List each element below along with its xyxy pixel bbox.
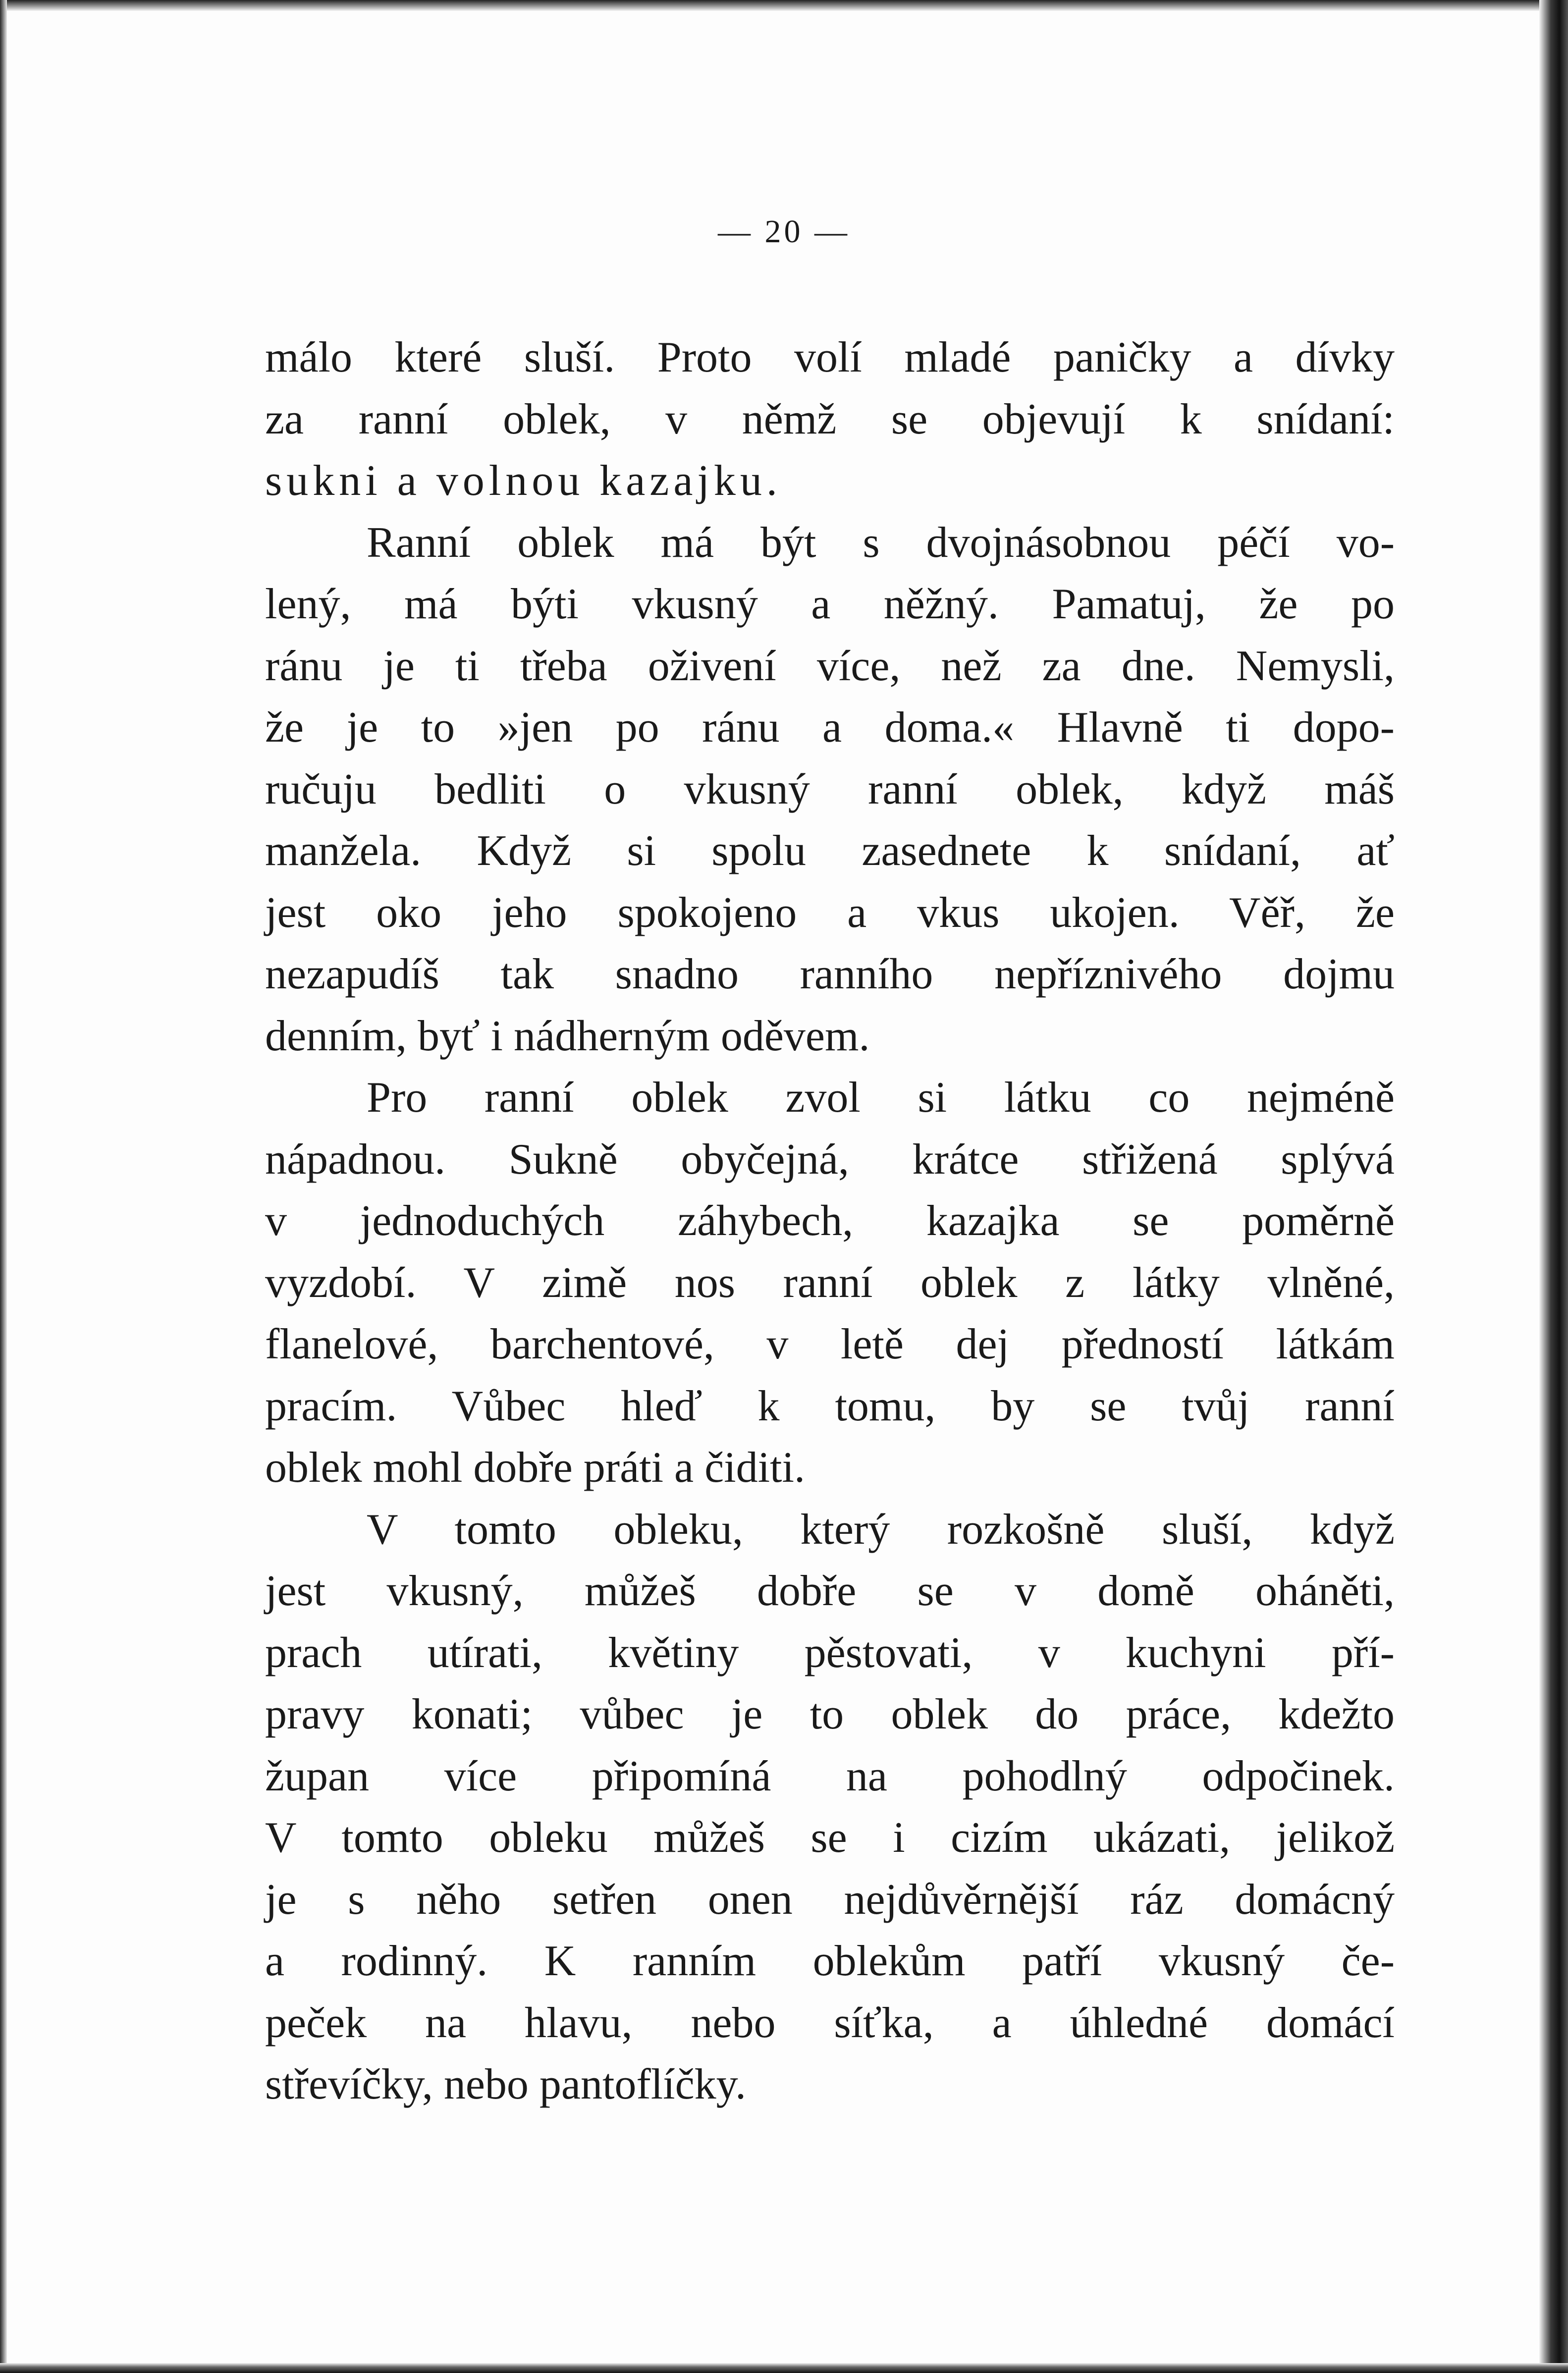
text-line: V tomto obleku můžeš se i cizím ukázati, jelikož xyxy=(265,1814,1395,1862)
text-line: denním, byť i nádherným oděvem. xyxy=(265,1012,870,1060)
scan-border-bottom xyxy=(0,2363,1568,2373)
text-line: lený, má býti vkusný a něžný. Pamatuj, že po xyxy=(265,580,1395,628)
text-line: sukni a volnou kazajku. xyxy=(265,457,782,505)
text-line: peček na hlavu, nebo síťka, a úhledné domácí xyxy=(265,1998,1395,2047)
paragraph-4 xyxy=(265,1499,1395,2116)
text-line: ránu je ti třeba oživení více, než za dne. Nemysli, xyxy=(265,642,1395,690)
text-line: flanelové, barchentové, v letě dej předností látkám xyxy=(265,1320,1395,1368)
text-line: za ranní oblek, v němž se objevují k snídaní: xyxy=(265,395,1395,443)
page-number: — 20 — xyxy=(718,214,850,250)
text-line: Pro ranní oblek zvol si látku co nejméně xyxy=(367,1074,1395,1122)
body-text xyxy=(265,327,1395,2116)
text-line: nezapudíš tak snadno ranního nepříznivého dojmu xyxy=(265,950,1395,998)
text-line: V tomto obleku, který rozkošně sluší, když xyxy=(367,1505,1395,1554)
text-line: že je to »jen po ránu a doma.« Hlavně ti dopo- xyxy=(265,703,1395,752)
scan-border-top xyxy=(0,0,1568,11)
text-line: Ranní oblek má být s dvojnásobnou péčí vo- xyxy=(367,518,1395,567)
scan-border-left xyxy=(0,0,7,2373)
text-line: střevíčky, nebo pantoflíčky. xyxy=(265,2060,746,2108)
paragraph-2 xyxy=(265,512,1395,1068)
text-line: málo které sluší. Proto volí mladé paničky a dívky xyxy=(265,333,1395,381)
text-line: oblek mohl dobře práti a čiditi. xyxy=(265,1444,805,1492)
text-line: pravy konati; vůbec je to oblek do práce, kdežto xyxy=(265,1690,1395,1738)
text-line: pracím. Vůbec hleď k tomu, by se tvůj ranní xyxy=(265,1382,1395,1430)
text-line: manžela. Když si spolu zasednete k snídaní, ať xyxy=(265,827,1395,875)
text-line: jest vkusný, můžeš dobře se v domě oháněti, xyxy=(265,1567,1395,1615)
text-line: jest oko jeho spokojeno a vkus ukojen. Věř, že xyxy=(265,888,1395,937)
text-line: prach utírati, květiny pěstovati, v kuchyni pří- xyxy=(265,1628,1395,1677)
paragraph-3 xyxy=(265,1067,1395,1499)
paragraph-1 xyxy=(265,327,1395,512)
text-line: ručuju bedliti o vkusný ranní oblek, když máš xyxy=(265,765,1395,813)
text-line: župan více připomíná na pohodlný odpočinek. xyxy=(265,1752,1395,1800)
text-line: je s něho setřen onen nejdůvěrnější ráz domácný xyxy=(265,1875,1395,1924)
text-line: v jednoduchých záhybech, kazajka se poměrně xyxy=(265,1197,1395,1245)
text-line: a rodinný. K ranním oblekům patří vkusný če- xyxy=(265,1937,1395,1985)
text-line: vyzdobí. V zimě nos ranní oblek z látky vlněné, xyxy=(265,1258,1395,1307)
text-line: nápadnou. Sukně obyčejná, krátce střižená splývá xyxy=(265,1135,1395,1184)
scan-border-right xyxy=(1539,0,1568,2373)
